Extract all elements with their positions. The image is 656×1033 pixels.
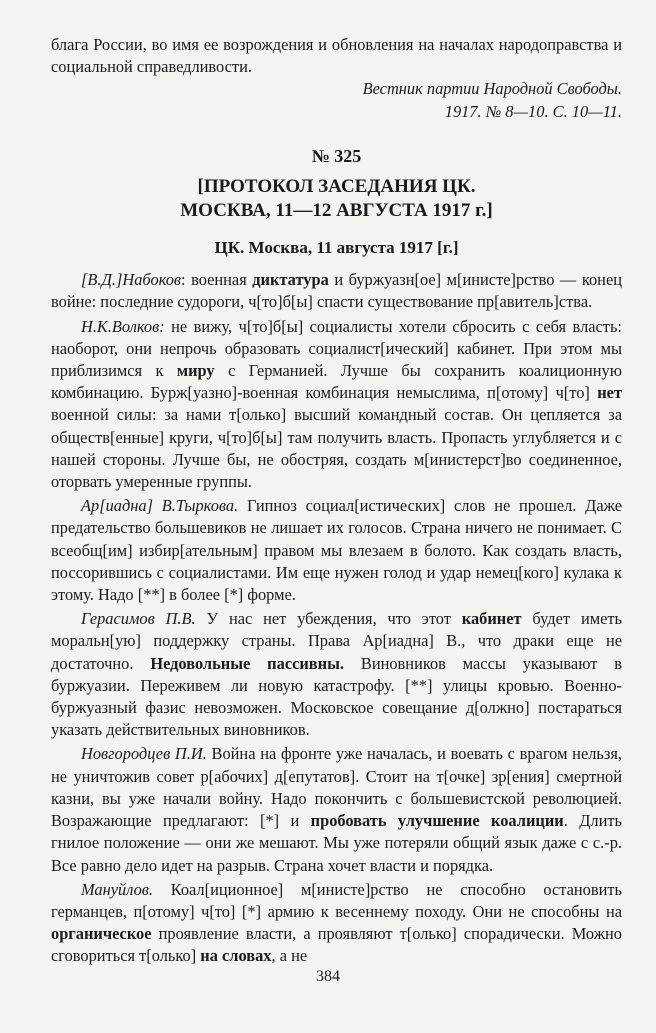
source-citation-line1: Вестник партии Народной Свободы. bbox=[362, 79, 622, 99]
session-subtitle: ЦК. Москва, 11 августа 1917 [г.] bbox=[214, 238, 459, 258]
source-citation-line2: 1917. № 8—10. С. 10—11. bbox=[444, 101, 622, 121]
speaker-name: [В.Д.]Набоков bbox=[81, 270, 181, 290]
intro-paragraph: блага России, во имя ее возрождения и обновления на началах народоправства и социальной справедливости. bbox=[51, 35, 622, 77]
document-number: № 325 bbox=[311, 145, 362, 166]
text-column bbox=[51, 34, 622, 968]
paragraph-novgorodtsev: Новгородцев П.И. Война на фронте уже началась, и воевать с врагом нельзя, не уничтожив совет р[абочих] д[епутатов]. Стоит на т[очке] зр[ения] смертной казни, вы уже начали войну. Надо покончить с большевистской революцией. Возражающие предлагают: [*] и пробовать улучшение коалиции. Длить гнилое положение — они же мешают. Мы уже потеряли общий язык даже с с.-р. Все равно дело идет на разрыв. Страна хочет власти и порядка. bbox=[51, 744, 623, 875]
paragraph-tyrkova: Ар[иадна] В.Тыркова. Гипноз социал[истических] слов не прошел. Даже предательство большевиков не лишает их голосов. Страна ничего не понимает. С всеобщ[им] избир[ательным] правом мы влезаем в болото. Как создать власть, поссорившись с социалистами. Им еще нужен голод и удар немец[кого] кулака к этому. Надо [**] в более [*] форме. bbox=[51, 496, 622, 605]
speaker-name: Герасимов П.В. bbox=[81, 609, 196, 629]
speaker-name: Н.К.Волков: bbox=[81, 316, 165, 336]
page-number: 384 bbox=[316, 968, 340, 985]
paragraph-manuilov: Мануйлов. Коал[иционное] м[инисте]рство не способно остановить германцев, п[отому] ч[то] [*] армию к весеннему походу. Они не способны на органическое проявление власти, а проявляют т[олько] спорадически. Можно сговориться т[олько] на словах, а не bbox=[51, 879, 622, 966]
document-title-line2: МОСКВА, 11—12 АВГУСТА 1917 г.] bbox=[180, 200, 493, 222]
paragraph-nabokov: [В.Д.]Набоков: военная диктатура и буржуазн[ое] м[инисте]рство — конец войне: последние судороги, ч[то]б[ы] спасти существование пр[авитель]ства. bbox=[51, 270, 622, 312]
document-title-line1: [ПРОТОКОЛ ЗАСЕДАНИЯ ЦК. bbox=[197, 176, 476, 198]
paragraph-gerasimov: Герасимов П.В. У нас нет убеждения, что этот кабинет будет иметь моральн[ую] поддержку страны. Права Ар[иадна] В., что драки еще не достаточно. Недовольные пассивны. Виновников массы указывают в буржуазии. Переживем ли новую катастрофу. [**] улицы кровью. Военно-буржуазный фазис невозможен. Московское совещание д[олжно] постараться указать действительных виновников. bbox=[51, 609, 622, 740]
paragraph-volkov: Н.К.Волков: не вижу, ч[то]б[ы] социалисты хотели сбросить с себя власть: наоборот, они непрочь образовать социалист[ический] кабинет. При этом мы приблизимся к миру с Германией. Лучше бы сохранить коалиционную комбинацию. Бурж[уазно]-военная комбинация немыслима, п[отому] ч[то] нет военной силы: за нами т[олько] высший командный состав. Он цепляется за обществ[енные] круги, ч[то]б[ы] там получить власть. Пропасть углубляется и с нашей стороны. Лучше бы, не обостряя, создать м[инистерст]во соединенное, оторвать умеренные группы. bbox=[51, 316, 622, 492]
speaker-name: Новгородцев П.И. bbox=[81, 744, 207, 764]
speaker-name: Мануйлов. bbox=[81, 879, 153, 899]
speaker-name: Ар[иадна] В.Тыркова. bbox=[81, 496, 239, 516]
